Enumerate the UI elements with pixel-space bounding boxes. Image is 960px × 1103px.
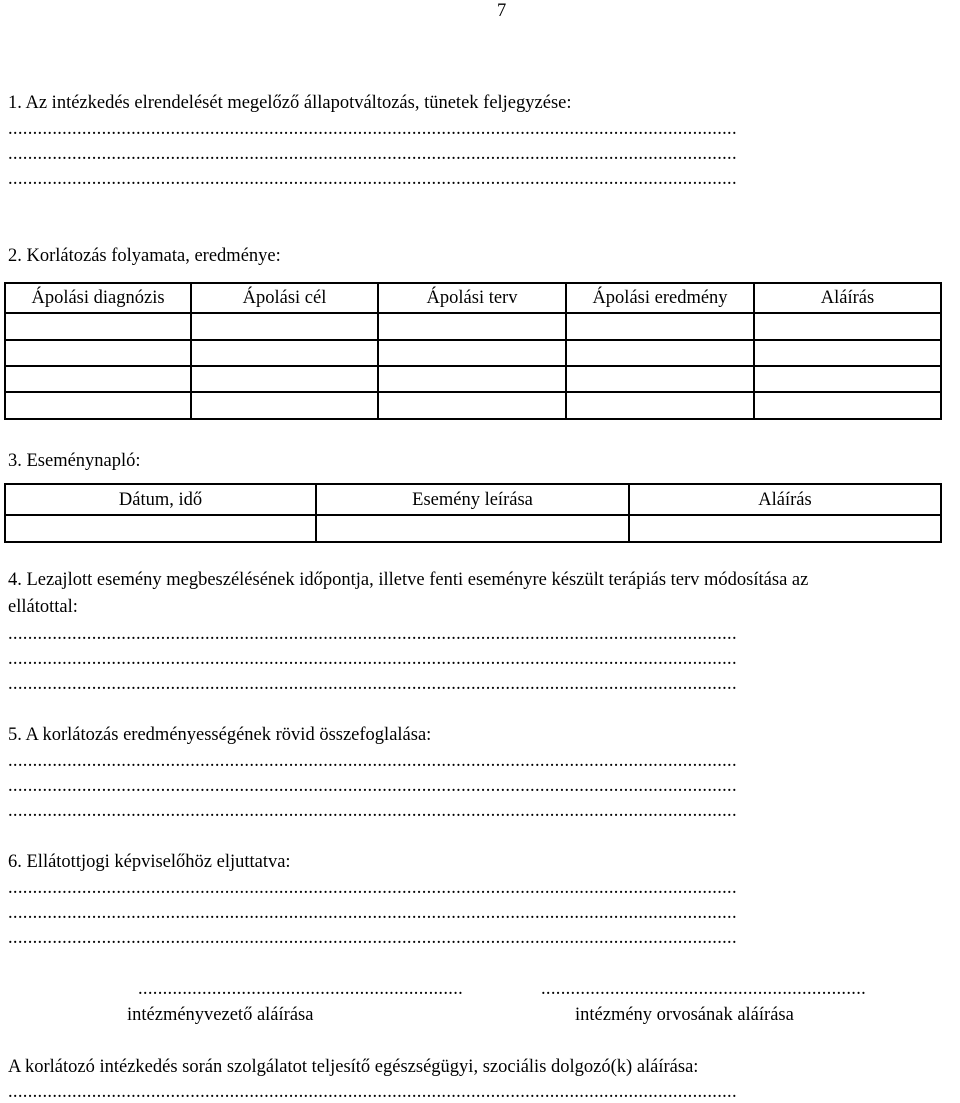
table-cell[interactable] <box>629 515 941 542</box>
nursing-table-header-result: Ápolási eredmény <box>566 283 754 313</box>
table-cell[interactable] <box>191 392 378 419</box>
table-cell[interactable] <box>191 340 378 366</box>
table-cell[interactable] <box>566 313 754 340</box>
section4-heading-line2: ellátottal: <box>8 597 78 617</box>
section3-heading: 3. Eseménynapló: <box>8 451 141 471</box>
event-log-header-date: Dátum, idő <box>5 484 316 515</box>
event-log-row <box>5 515 941 542</box>
table-cell[interactable] <box>5 366 191 392</box>
table-cell[interactable] <box>754 366 941 392</box>
director-signature-line: .................................................................. <box>138 979 464 999</box>
table-cell[interactable] <box>5 392 191 419</box>
event-log-header-description: Esemény leírása <box>316 484 629 515</box>
nursing-table-row <box>5 340 941 366</box>
physician-signature-label: intézmény orvosának aláírása <box>575 1005 794 1025</box>
section1-heading: 1. Az intézkedés elrendelését megelőző állapotváltozás, tünetek feljegyzése: <box>8 93 572 113</box>
table-cell[interactable] <box>316 515 629 542</box>
section5-dotted-line-2: .................................................................................................................................................... <box>8 776 737 796</box>
section6-dotted-line-3: .................................................................................................................................................... <box>8 928 737 948</box>
table-cell[interactable] <box>191 313 378 340</box>
table-cell[interactable] <box>378 313 566 340</box>
section4-dotted-line-1: .................................................................................................................................................... <box>8 624 737 644</box>
section5-dotted-line-1: .................................................................................................................................................... <box>8 751 737 771</box>
table-cell[interactable] <box>754 313 941 340</box>
nursing-table-header-diagnosis: Ápolási diagnózis <box>5 283 191 313</box>
page-number: 7 <box>497 1 507 21</box>
table-cell[interactable] <box>566 340 754 366</box>
table-cell[interactable] <box>5 313 191 340</box>
nursing-table <box>4 282 942 420</box>
section1-dotted-line-1: .................................................................................................................................................... <box>8 119 737 139</box>
nursing-table-header-goal: Ápolási cél <box>191 283 378 313</box>
nursing-table-row <box>5 366 941 392</box>
table-cell[interactable] <box>5 515 316 542</box>
section6-dotted-line-2: .................................................................................................................................................... <box>8 903 737 923</box>
nursing-table-header-signature: Aláírás <box>754 283 941 313</box>
table-cell[interactable] <box>5 340 191 366</box>
nursing-table-row <box>5 392 941 419</box>
physician-signature-line: .................................................................. <box>541 979 867 999</box>
table-cell[interactable] <box>191 366 378 392</box>
table-cell[interactable] <box>566 366 754 392</box>
table-cell[interactable] <box>754 392 941 419</box>
section4-dotted-line-2: .................................................................................................................................................... <box>8 649 737 669</box>
event-log-header-signature: Aláírás <box>629 484 941 515</box>
section4-dotted-line-3: .................................................................................................................................................... <box>8 674 737 694</box>
staff-signature-heading: A korlátozó intézkedés során szolgálatot teljesítő egészségügyi, szociális dolgozó(k) aláírása: <box>8 1057 699 1077</box>
section1-dotted-line-3: .................................................................................................................................................... <box>8 169 737 189</box>
table-cell[interactable] <box>566 392 754 419</box>
table-cell[interactable] <box>754 340 941 366</box>
director-signature-label: intézményvezető aláírása <box>127 1005 314 1025</box>
table-cell[interactable] <box>378 366 566 392</box>
section6-heading: 6. Ellátottjogi képviselőhöz eljuttatva: <box>8 852 291 872</box>
table-cell[interactable] <box>378 392 566 419</box>
staff-signature-dotted-line: .................................................................................................................................................... <box>8 1082 737 1102</box>
section6-dotted-line-1: .................................................................................................................................................... <box>8 878 737 898</box>
section5-dotted-line-3: .................................................................................................................................................... <box>8 801 737 821</box>
event-log-table <box>4 483 942 543</box>
section5-heading: 5. A korlátozás eredményességének rövid összefoglalása: <box>8 725 432 745</box>
nursing-table-header-plan: Ápolási terv <box>378 283 566 313</box>
section4-heading-line1: 4. Lezajlott esemény megbeszélésének időpontja, illetve fenti eseményre készült terápiás terv módosítása az <box>8 570 809 590</box>
section2-heading: 2. Korlátozás folyamata, eredménye: <box>8 246 281 266</box>
table-cell[interactable] <box>378 340 566 366</box>
section1-dotted-line-2: .................................................................................................................................................... <box>8 144 737 164</box>
nursing-table-row <box>5 313 941 340</box>
